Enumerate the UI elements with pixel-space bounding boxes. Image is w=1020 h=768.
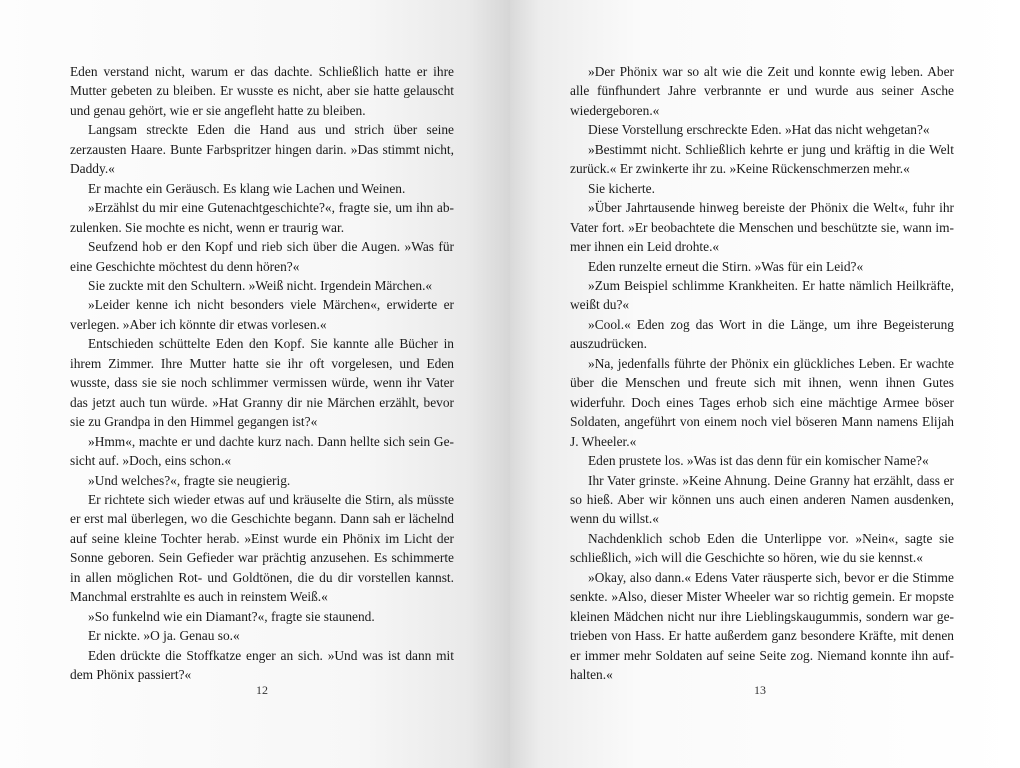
page-number: 12 xyxy=(256,683,268,697)
paragraph: »So funkelnd wie ein Diamant?«, fragte sie staunend. xyxy=(88,608,375,624)
paragraph: »Bestimmt nicht. Schließlich kehrte er jung und kräftig in die Welt zurück.« Er zwinkerte ihr zu. »Keine Rückenschmerzen mehr.« xyxy=(570,141,954,177)
paragraph: Entschieden schüttelte Eden den Kopf. Sie kannte alle Bücher in ihrem Zimmer. Ihre Mutter hatte sie ihr oft vorgelesen, und Eden wusste, dass sie sie noch schlimmer vermissen würde, wenn ihr Vater das jetzt auch tun würde. »Hat Granny dir nie Märchen erzählt, bevor sie zu Grandpa in den Himmel gegangen ist?« xyxy=(70,336,454,430)
paragraph: »Und welches?«, fragte sie neugierig. xyxy=(88,472,291,488)
paragraph: »Der Phönix war so alt wie die Zeit und konnte ewig leben. Aber alle fünfhundert Jahre verbrannte er und wurde aus seiner Asche wiedergeboren.« xyxy=(570,64,954,118)
paragraph: Eden prustete los. »Was ist das denn für ein komischer Name?« xyxy=(588,453,929,469)
paragraph: »Okay, also dann.« Edens Vater räusperte sich, bevor er die Stimme senkte. »Also, dieser Mister Wheeler war so richtig gemein. Er mopste kleinen Mädchen nicht nur ihre Lieblingskaugummis, sondern war getrieben von Hass. Er hatte außerdem ganz besondere Kräfte, mit denen er immer mehr Soldaten auf seine Seite zog. Niemand konnte ihn aufhalten.« xyxy=(570,569,954,683)
paragraph: Eden runzelte erneut die Stirn. »Was für ein Leid?« xyxy=(588,258,864,274)
right-page-text xyxy=(570,62,954,685)
paragraph: Er machte ein Geräusch. Es klang wie Lachen und Weinen. xyxy=(88,180,406,196)
page-number: 13 xyxy=(754,683,766,697)
paragraph: Sie kicherte. xyxy=(588,180,655,196)
paragraph: »Erzählst du mir eine Gutenachtgeschichte?«, fragte sie, um ihn abzulenken. Sie mochte es nicht, wenn er traurig war. xyxy=(70,200,454,235)
paragraph: Eden drückte die Stoffkatze enger an sich. »Und was ist dann mit dem Phönix passiert?« xyxy=(70,647,454,683)
right-page xyxy=(510,0,1020,768)
paragraph: Seufzend hob er den Kopf und rieb sich über die Augen. »Was für eine Geschichte möchtest du denn hören?« xyxy=(70,239,454,274)
paragraph: »Cool.« Eden zog das Wort in die Länge, um ihre Begeisterung auszudrücken. xyxy=(570,316,954,352)
paragraph: Er richtete sich wieder etwas auf und kräuselte die Stirn, als müsste er erst mal überlegen, wo die Geschichte begann. Dann sah er lächelnd auf seine kleine Tochter herab. »Einst wurde ein Phönix im Licht der Sonne geboren. Sein Gefieder war prächtig anzusehen. Es schimmerte in allen möglichen Rot- und Goldtönen, die du dir vorstellen kannst. Manchmal erstrahlte es auch in reinstem Weiß.« xyxy=(70,491,454,605)
paragraph: »Zum Beispiel schlimme Krankheiten. Er hatte nämlich Heilkräfte, weißt du?« xyxy=(570,277,954,313)
paragraph: »Leider kenne ich nicht besonders viele Märchen«, erwiderte er verlegen. »Aber ich könnte dir etwas vorlesen.« xyxy=(70,297,454,332)
paragraph: Eden verstand nicht, warum er das dachte. Schließlich hatte er ihre Mutter gebeten zu bleiben. Er wusste es nicht, aber sie hatte gelauscht und genau gehört, wie er sie angefleht hatte zu bleiben. xyxy=(70,64,454,118)
paragraph: »Na, jedenfalls führte der Phönix ein glückliches Leben. Er wachte über die Menschen und freute sich mit ihnen, wenn ihnen Gutes widerfuhr. Doch eines Tages erhob sich eine mächtige Armee böser Soldaten, angeführt von einem noch viel böseren Mann namens Elijah J. Wheeler.« xyxy=(570,355,954,449)
paragraph: Ihr Vater grinste. »Keine Ahnung. Deine Granny hat erzählt, dass er so hieß. Aber wir können uns auch einen anderen Namen ausdenken, wenn du willst.« xyxy=(570,472,954,527)
paragraph: Langsam streckte Eden die Hand aus und strich über seine zerzausten Haare. Bunte Farbspritzer hingen darin. »Das stimmt nicht, Daddy.« xyxy=(70,122,454,177)
paragraph: Diese Vorstellung erschreckte Eden. »Hat das nicht wehgetan?« xyxy=(588,122,930,138)
paragraph: Er nickte. »O ja. Genau so.« xyxy=(88,628,240,644)
paragraph: »Über Jahrtausende hinweg bereiste der Phönix die Welt«, fuhr ihr Vater fort. »Er beobachtete die Menschen und beschützte sie, wann immer ihnen ein Leid drohte.« xyxy=(570,200,954,255)
paragraph: Sie zuckte mit den Schultern. »Weiß nicht. Irgendein Märchen.« xyxy=(88,277,433,293)
left-page-text xyxy=(70,62,454,685)
paragraph: »Hmm«, machte er und dachte kurz nach. Dann hellte sich sein Gesicht auf. »Doch, eins schon.« xyxy=(70,433,454,469)
paragraph: Nachdenklich schob Eden die Unterlippe vor. »Nein«, sagte sie schließlich, »ich will die Geschichte so hören, wie du sie kennst.« xyxy=(570,530,954,566)
